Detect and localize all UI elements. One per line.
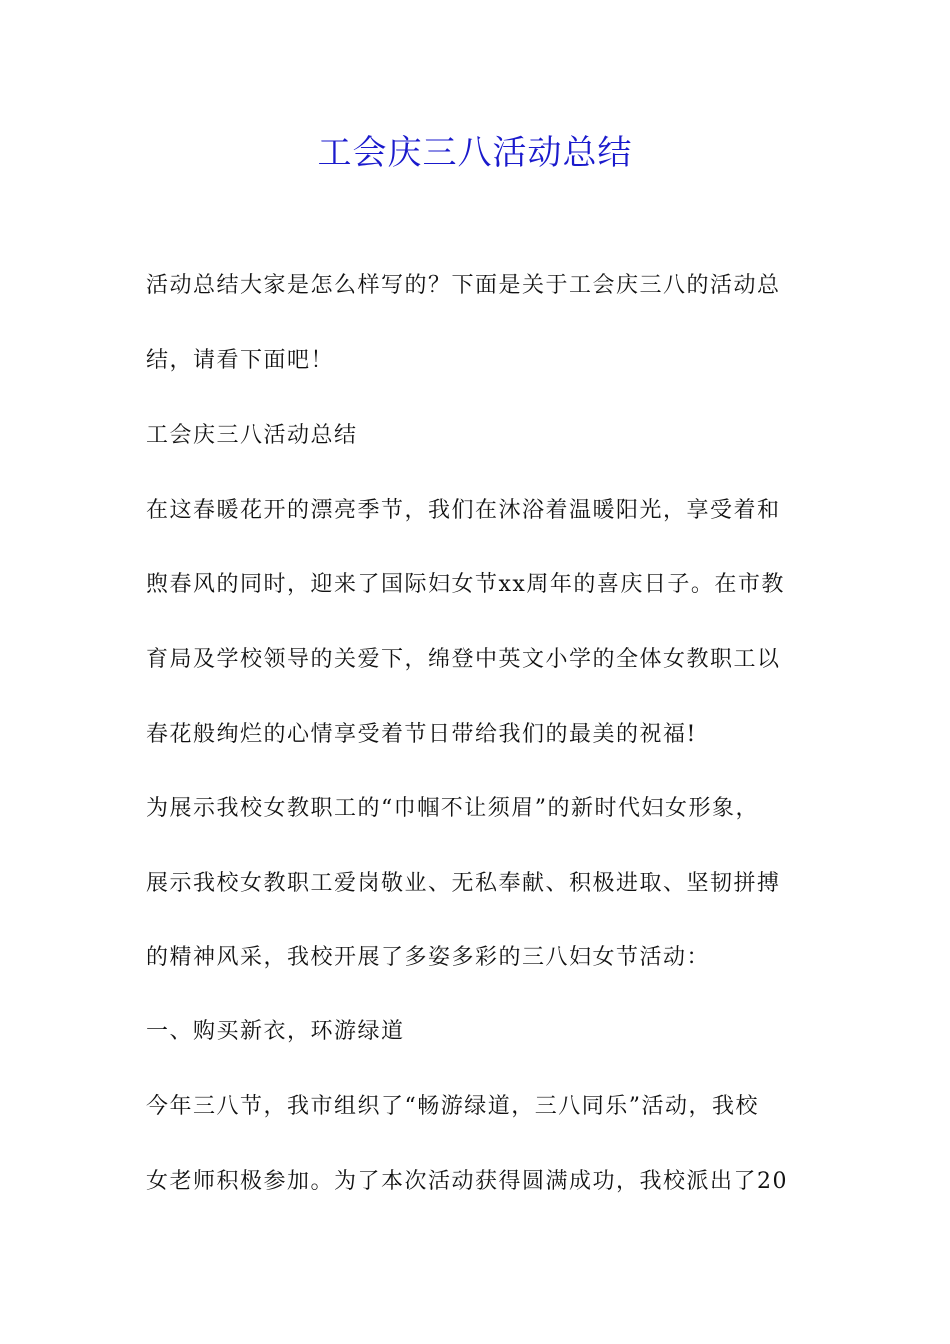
paragraph-line: 育局及学校领导的关爱下，绵登中英文小学的全体女教职工以: [146, 647, 781, 672]
paragraph-line: 展示我校女教职工爱岗敬业、无私奉献、积极进取、坚韧拼搏: [146, 871, 781, 896]
paragraph-line: 在这春暖花开的漂亮季节，我们在沐浴着温暖阳光，享受着和: [146, 498, 781, 523]
paragraph-line: 的精神风采，我校开展了多姿多彩的三八妇女节活动：: [146, 945, 711, 970]
paragraph-line: 女老师积极参加。为了本次活动获得圆满成功，我校派出了20: [146, 1169, 788, 1194]
section-heading: 一、购买新衣，环游绿道: [146, 1019, 405, 1044]
paragraph-line: 结，请看下面吧！: [146, 348, 335, 373]
paragraph-line: 煦春风的同时，迎来了国际妇女节xx周年的喜庆日子。在市教: [146, 572, 785, 597]
paragraph-line: 春花般绚烂的心情享受着节日带给我们的最美的祝福!: [146, 722, 697, 747]
paragraph-line: 活动总结大家是怎么样写的？下面是关于工会庆三八的活动总: [146, 273, 781, 298]
paragraph-line: 为展示我校女教职工的“巾帼不让须眉”的新时代妇女形象，: [146, 796, 759, 821]
section-heading: 工会庆三八活动总结: [146, 423, 358, 448]
document-title: 工会庆三八活动总结: [317, 133, 633, 173]
paragraph-line: 今年三八节，我市组织了“畅游绿道，三八同乐”活动，我校: [146, 1094, 759, 1119]
